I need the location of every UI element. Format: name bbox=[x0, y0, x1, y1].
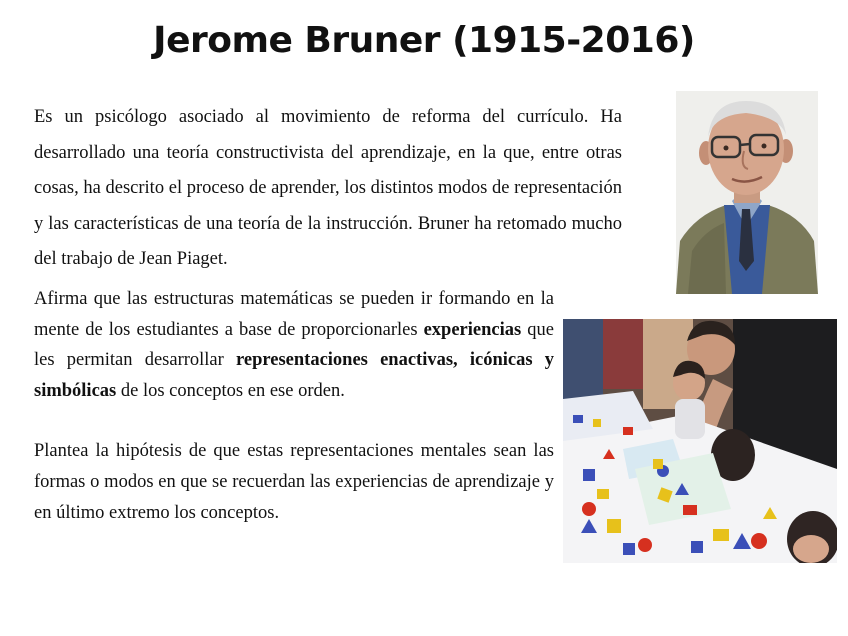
portrait-illustration bbox=[676, 91, 818, 294]
portrait-photo bbox=[676, 91, 818, 294]
structures-text-a: Afirma que las estructuras matemáticas se pueden ir formando en la mente de los estudiantes a base de proporcionarles bbox=[34, 289, 554, 340]
structures-paragraph bbox=[34, 284, 554, 406]
intro-paragraph: Es un psicólogo asociado al movimiento de reforma del currículo. Ha desarrollado una teoría constructivista del aprendizaje, en la que, entre otras cosas, ha descrito el proceso de aprender, los distintos modos de representación y las características de una teoría de la instrucción. Bruner ha retomado mucho del trabajo de Jean Piaget. bbox=[34, 107, 622, 269]
structures-text-d: de los conceptos en ese orden. bbox=[116, 380, 345, 401]
hypothesis-paragraph: Plantea la hipótesis de que estas representaciones mentales sean las formas o modos en que se recuerdan las experiencias de aprendizaje y en último extremo los conceptos. bbox=[34, 441, 554, 523]
experiences-bold: experiencias bbox=[423, 319, 522, 340]
representations-bold: representaciones enactivas, icónicas y simbólicas bbox=[34, 350, 554, 401]
slide-title: Jerome Bruner (1915-2016) bbox=[153, 20, 695, 61]
classroom-illustration bbox=[563, 319, 837, 563]
structures-text-c: que les permitan desarrollar bbox=[34, 319, 554, 370]
classroom-photo bbox=[563, 319, 837, 563]
